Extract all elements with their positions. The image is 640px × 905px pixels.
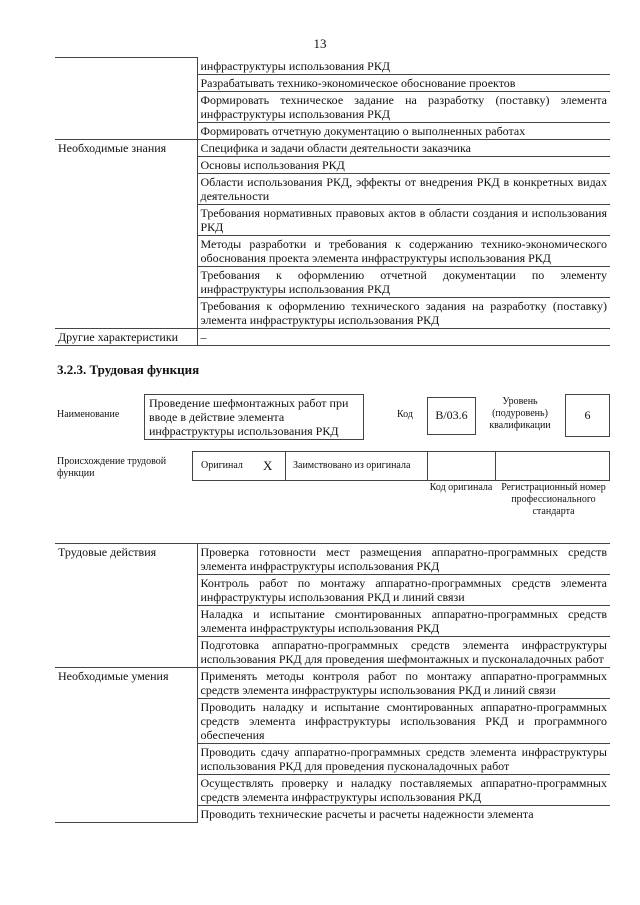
code-caption: Код оригинала: [429, 482, 493, 493]
level-label: Уровень (подуровень) квалификации: [489, 396, 551, 431]
table-cell: Требования нормативных правовых актов в области создания и использования РКД: [197, 204, 610, 235]
borrowed-label: Заимствовано из оригинала: [293, 460, 411, 471]
table-cell: Требования к оформлению отчетной документации по элементу инфраструктуры использования РКД: [197, 266, 610, 297]
table-cell: Контроль работ по монтажу аппаратно-программных средств элемента инфраструктуры использования РКД и линий связи: [197, 575, 610, 606]
table-cell: Проводить наладку и испытание смонтированных аппаратно-программных средств элемента инфраструктуры использования РКД и программного обеспечения: [197, 699, 610, 744]
section-heading: 3.2.3. Трудовая функция: [57, 362, 200, 377]
bottom-table: [55, 543, 610, 823]
table-cell: Подготовка аппаратно-программных средств элемента инфраструктуры использования РКД для проведения шефмонтажных и пусконаладочных работ: [197, 637, 610, 668]
table-cell: Проводить технические расчеты и расчеты надежности элемента: [197, 806, 610, 823]
divider: [427, 452, 428, 480]
code-value: B/03.6: [427, 397, 476, 435]
table-cell: Области использования РКД, эффекты от внедрения РКД в конкретных видах деятельности: [197, 173, 610, 204]
table-cell: Проводить сдачу аппаратно-программных средств элемента инфраструктуры использования РКД для проведения пусконаладочных работ: [197, 744, 610, 775]
table-row: [55, 58, 610, 75]
original-cell: [193, 452, 286, 480]
row-label: Другие характеристики: [55, 328, 197, 345]
table-cell: Проверка готовности мест размещения аппаратно-программных средств элемента инфраструктуры использования РКД: [197, 544, 610, 575]
table-cell: Применять методы контроля работ по монтажу аппаратно-программных средств элемента инфраструктуры использования РКД и линий связи: [197, 668, 610, 699]
table-cell: Формировать техническое задание на разработку (поставку) элемента инфраструктуры использования РКД: [197, 91, 610, 122]
table-cell: инфраструктуры использования РКД: [197, 58, 610, 75]
table-cell: Требования к оформлению технического задания на разработку (поставку) элемента инфраструктуры использования РКД: [197, 297, 610, 328]
table-cell: Разрабатывать технико-экономическое обоснование проектов: [197, 74, 610, 91]
original-label: Оригинал: [201, 460, 243, 471]
original-mark: X: [263, 458, 273, 473]
table-cell: Наладка и испытание смонтированных аппаратно-программных средств элемента инфраструктуры использования РКД: [197, 606, 610, 637]
row-label: Необходимые умения: [55, 668, 197, 823]
row-label: Трудовые действия: [55, 544, 197, 668]
table-cell: Специфика и задачи области деятельности заказчика: [197, 139, 610, 156]
table-row: [55, 544, 610, 575]
table-row: [55, 668, 610, 699]
table-row: [55, 328, 610, 345]
table-cell: Основы использования РКД: [197, 156, 610, 173]
page-number: 13: [313, 36, 327, 51]
table-cell: Формировать отчетную документацию о выполненных работах: [197, 122, 610, 139]
function-name: Проведение шефмонтажных работ при вводе в действие элемента инфраструктуры использования РКД: [144, 394, 364, 440]
level-value: 6: [565, 394, 610, 437]
table-cell: –: [197, 328, 610, 345]
origin-row: [192, 451, 610, 481]
table-row: [55, 139, 610, 156]
name-label: Наименование: [57, 409, 120, 420]
code-label: Код: [397, 409, 413, 420]
origin-label: Происхождение трудовой функции: [57, 456, 167, 479]
row-label: Необходимые знания: [55, 139, 197, 328]
table-cell: Методы разработки и требования к содержанию технико-экономического обоснования проекта элемента инфраструктуры использования РКД: [197, 235, 610, 266]
table-cell: Осуществлять проверку и наладку поставляемых аппаратно-программных средств элемента инфраструктуры использования РКД: [197, 775, 610, 806]
divider: [495, 452, 496, 480]
row-label: [55, 58, 197, 140]
top-table: [55, 57, 610, 346]
registration-caption: Регистрационный номер профессионального стандарта: [501, 482, 606, 517]
